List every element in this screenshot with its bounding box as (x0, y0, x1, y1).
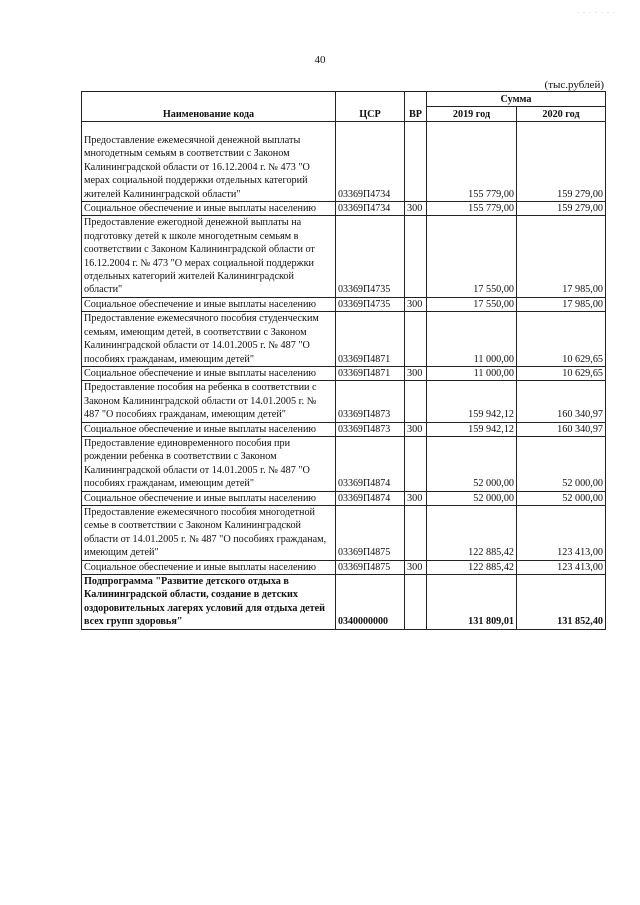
row-2019-cell: 17 550,00 (427, 216, 517, 297)
row-vr-cell (405, 216, 427, 297)
row-2020-cell: 159 279,00 (517, 202, 606, 216)
header-name: Наименование кода (82, 92, 336, 122)
row-csr-cell: 03369П4871 (336, 366, 405, 380)
header-year-2019: 2019 год (427, 107, 517, 122)
row-2019-cell: 155 779,00 (427, 134, 517, 202)
row-name-cell: Социальное обеспечение и иные выплаты населению (82, 560, 336, 574)
row-vr-cell (405, 505, 427, 560)
row-2020-cell: 159 279,00 (517, 134, 606, 202)
row-csr-cell: 03369П4874 (336, 491, 405, 505)
row-name-cell: Подпрограмма "Развитие детского отдыха в Калининградской области, создание в детских оздоровительных лагерях условий для отдыха детей всех групп здоровья" (82, 575, 336, 630)
row-vr-cell (405, 381, 427, 422)
unit-label: (тыс.рублей) (544, 79, 604, 91)
row-2020-cell: 160 340,97 (517, 422, 606, 436)
spacer-cell (517, 122, 606, 135)
row-2019-cell: 155 779,00 (427, 202, 517, 216)
row-2020-cell: 123 413,00 (517, 560, 606, 574)
header-csr: ЦСР (336, 92, 405, 122)
spacer-row (82, 122, 606, 135)
row-name-cell: Предоставление пособия на ребенка в соответствии с Законом Калининградской области от 14.01.2005 г. № 487 "О пособиях гражданам, имеющим детей" (82, 381, 336, 422)
row-csr-cell: 03369П4875 (336, 505, 405, 560)
table-row (82, 575, 606, 630)
row-vr-cell: 300 (405, 366, 427, 380)
row-vr-cell: 300 (405, 560, 427, 574)
row-csr-cell: 03369П4874 (336, 436, 405, 491)
row-vr-cell (405, 134, 427, 202)
row-name-cell: Социальное обеспечение и иные выплаты населению (82, 202, 336, 216)
row-vr-cell: 300 (405, 202, 427, 216)
row-name-cell: Предоставление ежегодной денежной выплаты на подготовку детей к школе многодетным семьям в соответствии с Законом Калининградской области от 16.12.2004 г. № 473 "О мерах социальной поддержки отдельных категорий жителей Калининградской области" (82, 216, 336, 297)
row-vr-cell: 300 (405, 491, 427, 505)
table-row (82, 422, 606, 436)
row-vr-cell: 300 (405, 422, 427, 436)
table-row (82, 297, 606, 311)
row-2020-cell: 123 413,00 (517, 505, 606, 560)
row-csr-cell: 03369П4734 (336, 134, 405, 202)
row-name-cell: Предоставление ежемесячного пособия многодетной семье в соответствии с Законом Калининградской области от 14.01.2005 г. № 487 "О пособиях гражданам, имеющим детей" (82, 505, 336, 560)
scan-speck: . . . . . . . (577, 6, 616, 15)
row-2019-cell: 52 000,00 (427, 491, 517, 505)
row-csr-cell: 03369П4873 (336, 381, 405, 422)
row-name-cell: Предоставление ежемесячной денежной выплаты многодетным семьям в соответствии с Законом Калининградской области от 16.12.2004 г. № 473 "О мерах социальной поддержки отдельных категорий жителей Калининградской области" (82, 134, 336, 202)
row-2020-cell: 52 000,00 (517, 491, 606, 505)
row-name-cell: Социальное обеспечение и иные выплаты населению (82, 297, 336, 311)
table-row (82, 381, 606, 422)
table-row (82, 202, 606, 216)
table-row (82, 436, 606, 491)
table-body (82, 122, 606, 630)
row-2019-cell: 122 885,42 (427, 560, 517, 574)
row-csr-cell: 03369П4735 (336, 216, 405, 297)
row-2020-cell: 160 340,97 (517, 381, 606, 422)
row-2019-cell: 11 000,00 (427, 366, 517, 380)
row-csr-cell: 03369П4734 (336, 202, 405, 216)
row-2020-cell: 10 629,65 (517, 312, 606, 367)
row-vr-cell: 300 (405, 297, 427, 311)
row-vr-cell (405, 575, 427, 630)
row-name-cell: Социальное обеспечение и иные выплаты населению (82, 491, 336, 505)
spacer-cell (336, 122, 405, 135)
row-vr-cell (405, 436, 427, 491)
table-row (82, 505, 606, 560)
page-number: 40 (314, 54, 326, 66)
row-2019-cell: 122 885,42 (427, 505, 517, 560)
spacer-cell (427, 122, 517, 135)
row-2020-cell: 17 985,00 (517, 216, 606, 297)
table-row (82, 491, 606, 505)
row-2020-cell: 10 629,65 (517, 366, 606, 380)
row-csr-cell: 03369П4735 (336, 297, 405, 311)
budget-table (81, 91, 606, 630)
row-name-cell: Предоставление ежемесячного пособия студенческим семьям, имеющим детей, в соответствии с Законом Калининградской области от 14.01.2005 г. № 487 "О пособиях гражданам, имеющим детей" (82, 312, 336, 367)
header-year-2020: 2020 год (517, 107, 606, 122)
row-2020-cell: 17 985,00 (517, 297, 606, 311)
row-2019-cell: 11 000,00 (427, 312, 517, 367)
row-2019-cell: 159 942,12 (427, 381, 517, 422)
table-row (82, 134, 606, 202)
row-2019-cell: 131 809,01 (427, 575, 517, 630)
row-name-cell: Социальное обеспечение и иные выплаты населению (82, 422, 336, 436)
row-2019-cell: 17 550,00 (427, 297, 517, 311)
header-vr: ВР (405, 92, 427, 122)
row-2020-cell: 52 000,00 (517, 436, 606, 491)
spacer-cell (405, 122, 427, 135)
row-2019-cell: 52 000,00 (427, 436, 517, 491)
spacer-cell (82, 122, 336, 135)
row-2019-cell: 159 942,12 (427, 422, 517, 436)
row-csr-cell: 03369П4873 (336, 422, 405, 436)
row-csr-cell: 0340000000 (336, 575, 405, 630)
table-row (82, 312, 606, 367)
row-csr-cell: 03369П4875 (336, 560, 405, 574)
table-row (82, 216, 606, 297)
row-2020-cell: 131 852,40 (517, 575, 606, 630)
table-row (82, 366, 606, 380)
row-vr-cell (405, 312, 427, 367)
header-sum: Сумма (427, 92, 606, 107)
row-name-cell: Предоставление единовременного пособия при рождении ребенка в соответствии с Законом Калининградской области от 14.01.2005 г. № 487 "О пособиях гражданам, имеющим детей" (82, 436, 336, 491)
table-row (82, 560, 606, 574)
row-csr-cell: 03369П4871 (336, 312, 405, 367)
row-name-cell: Социальное обеспечение и иные выплаты населению (82, 366, 336, 380)
